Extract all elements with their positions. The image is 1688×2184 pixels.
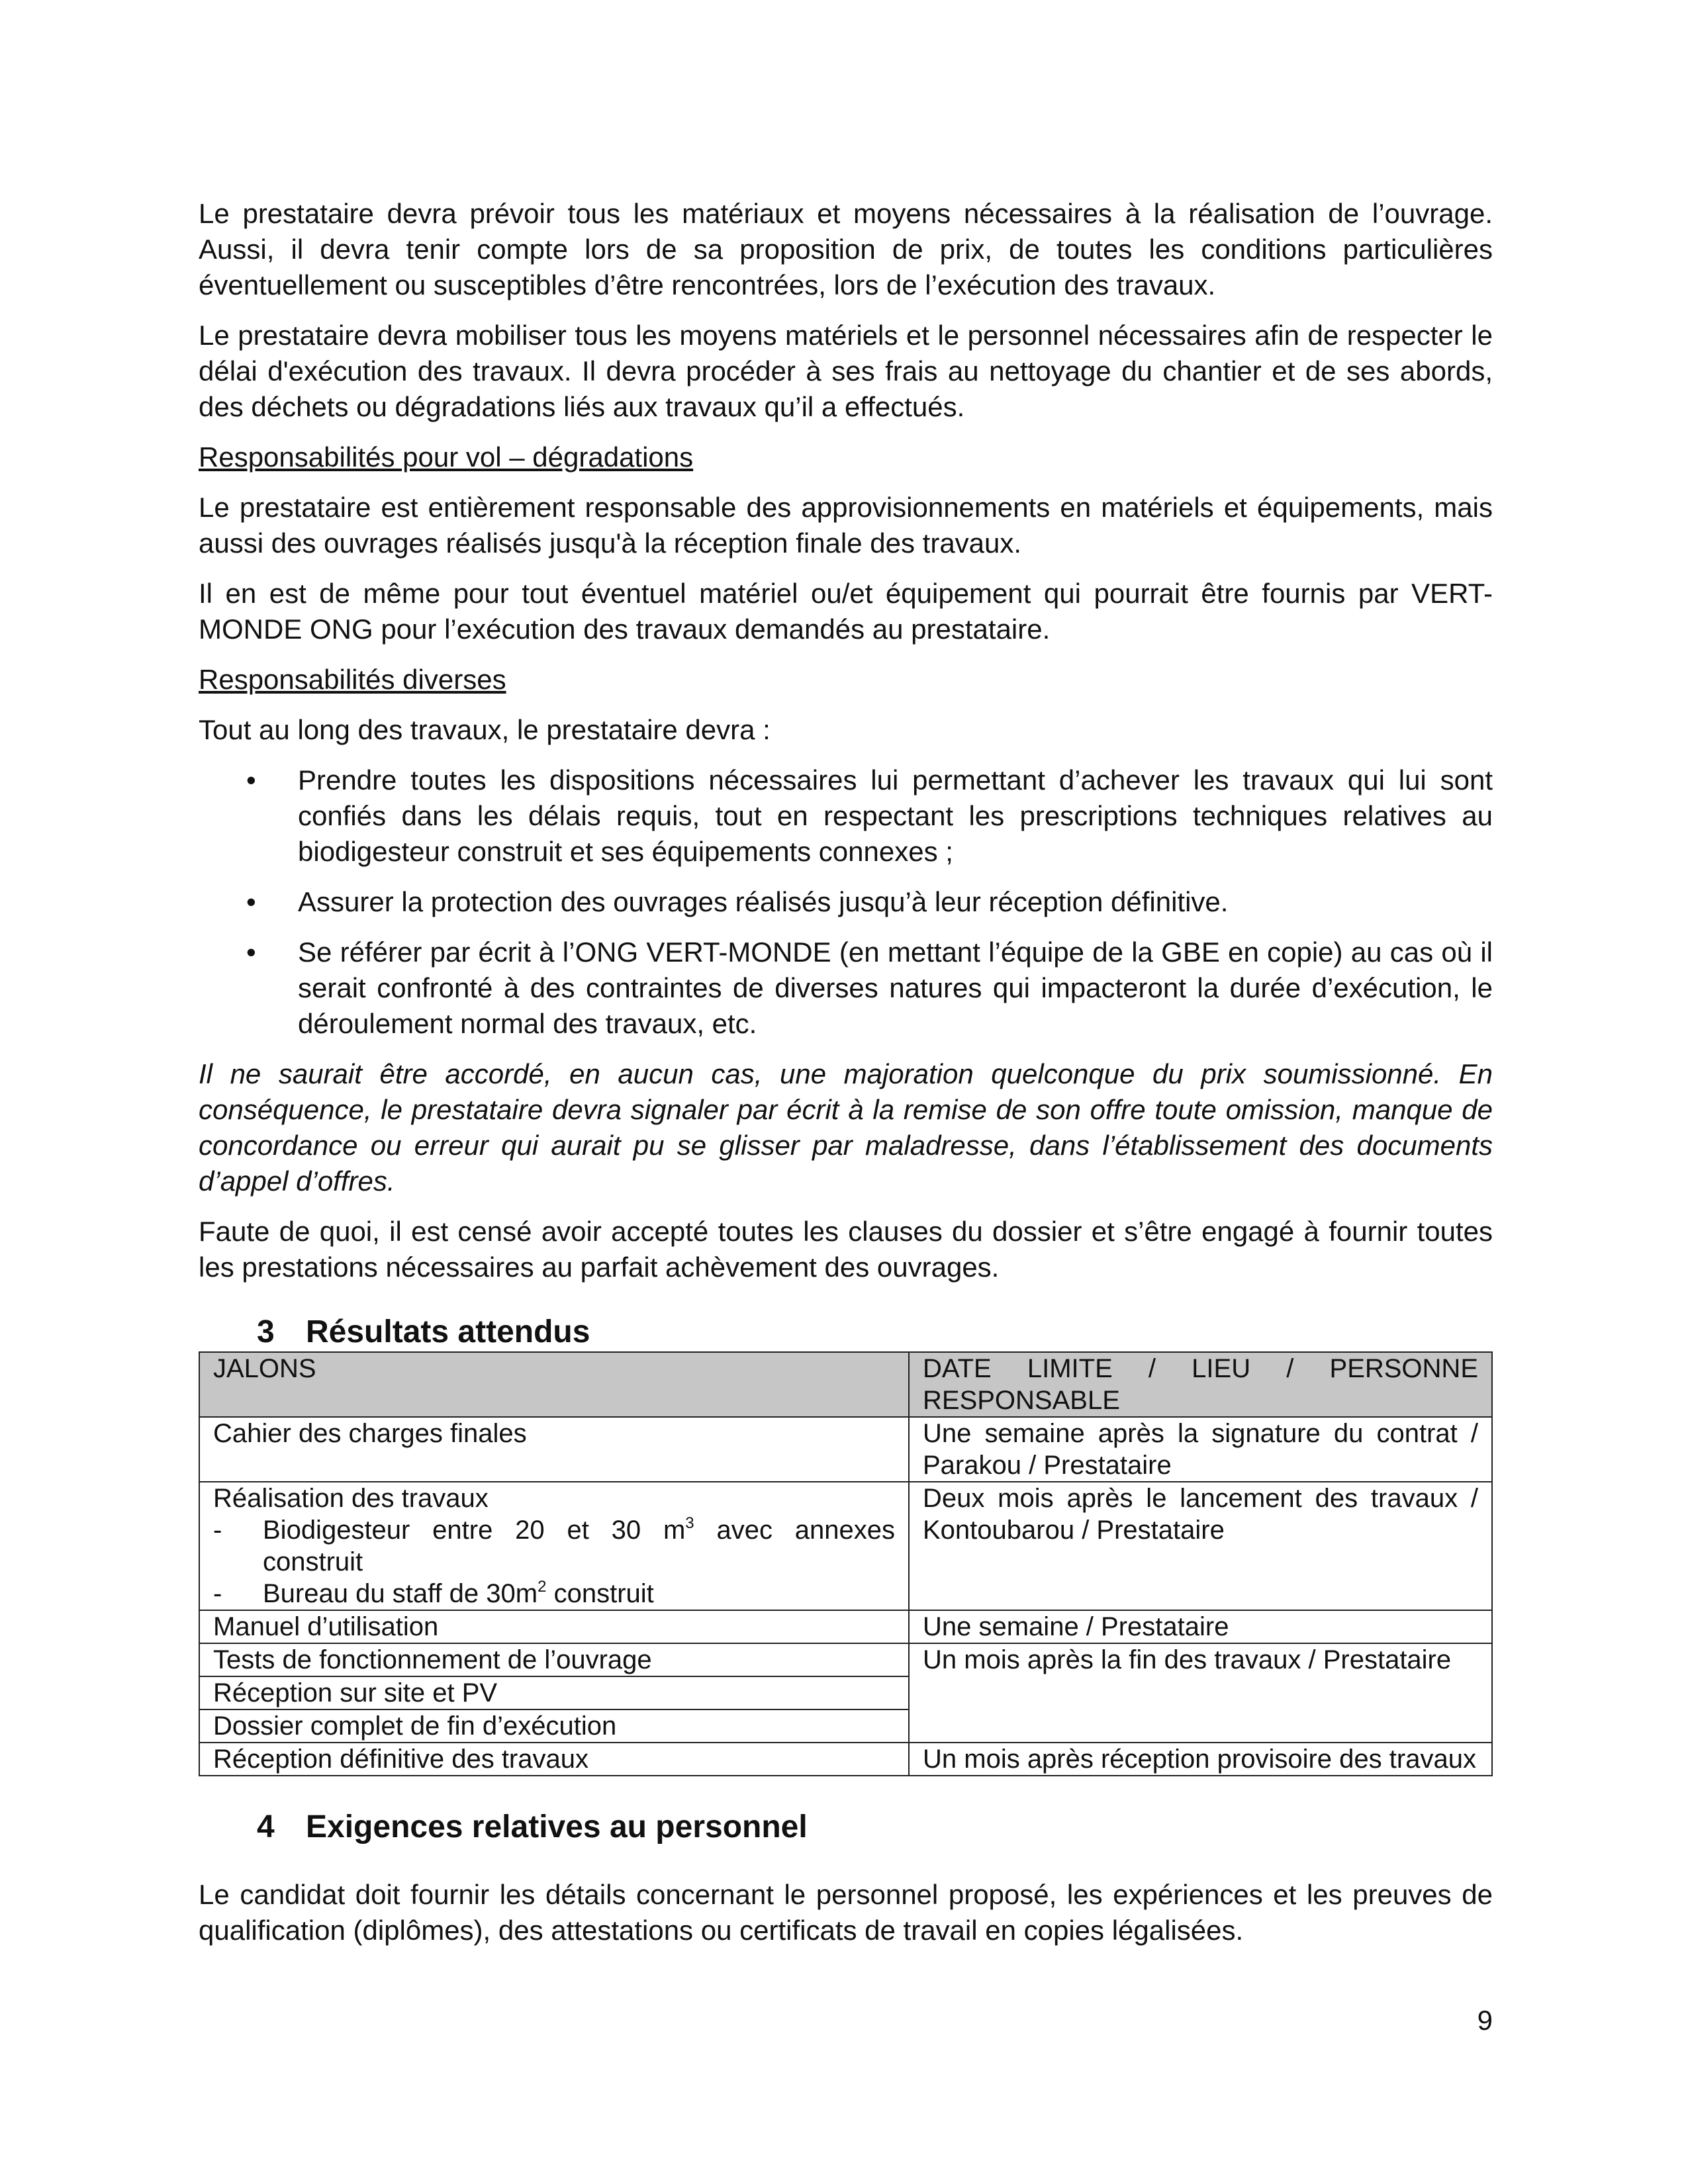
bullet-icon: • <box>246 886 256 917</box>
table-cell: Réception définitive des travaux <box>199 1743 909 1776</box>
section-number: 4 <box>257 1809 275 1844</box>
table-row <box>199 1743 1492 1776</box>
document-page <box>199 196 1493 1948</box>
table-cell: Deux mois après le lancement des travaux / Kontoubarou / Prestataire <box>909 1482 1492 1610</box>
table-row <box>199 1610 1492 1643</box>
milestones-table <box>199 1351 1493 1776</box>
section-heading-exigences <box>199 1808 1493 1846</box>
superscript: 2 <box>538 1577 547 1596</box>
paragraph-materiel-fourni: Il en est de même pour tout éventuel matériel ou/et équipement qui pourrait être fournis par VERT-MONDE ONG pour l’exécution des travaux demandés au prestataire. <box>199 578 1493 645</box>
table-header-row <box>199 1352 1492 1417</box>
section-title: Exigences relatives au personnel <box>306 1809 808 1844</box>
bullet-icon: • <box>246 764 256 796</box>
paragraph-personnel: Le candidat doit fournir les détails concernant le personnel proposé, les expériences et les preuves de qualification (diplômes), des attestations ou certificats de travail en copies légalisées. <box>199 1879 1493 1946</box>
subheading-vol-degradations: Responsabilités pour vol – dégradations <box>199 441 694 473</box>
sub-item-text: Bureau du staff de 30m <box>263 1579 538 1608</box>
list-item <box>199 884 1493 920</box>
sub-item <box>213 1514 895 1578</box>
paragraph-intro-liste: Tout au long des travaux, le prestataire devra : <box>199 714 771 745</box>
table-cell: Réception sur site et PV <box>199 1676 909 1709</box>
paragraph-majoration: Il ne saurait être accordé, en aucun cas, une majoration quelconque du prix soumissionné. En conséquence, le prestataire devra signaler par écrit à la remise de son offre toute omission, manque de concordance ou erreur qui aurait pu se glisser par maladresse, dans l’établissement des documents d’appel d’offres. <box>199 1058 1493 1197</box>
section-number: 3 <box>257 1314 275 1349</box>
sub-item <box>213 1578 895 1610</box>
paragraph-moyens: Le prestataire devra mobiliser tous les moyens matériels et le personnel nécessaires afin de respecter le délai d'exécution des travaux. Il devra procéder à ses frais au nettoyage du chantier et de ses abords, des déchets ou dégradations liés aux travaux qu’il a effectués. <box>199 320 1493 422</box>
paragraph-faute-de-quoi: Faute de quoi, il est censé avoir accepté toutes les clauses du dossier et s’être engagé à fournir toutes les prestations nécessaires au parfait achèvement des ouvrages. <box>199 1216 1493 1283</box>
table-cell <box>199 1482 909 1610</box>
page-number: 9 <box>1477 2005 1493 2036</box>
table-row <box>199 1482 1492 1610</box>
list-item-text: Prendre toutes les dispositions nécessaires lui permettant d’achever les travaux qui lui sont confiés dans les délais requis, tout en respectant les prescriptions techniques relatives au biodigesteur construit et ses équipements connexes ; <box>298 764 1493 867</box>
sub-item-text: construit <box>546 1579 654 1608</box>
subheading-responsabilites-diverses: Responsabilités diverses <box>199 664 506 695</box>
header-date-lieu-personne: DATE LIMITE / LIEU / PERSONNE RESPONSABLE <box>909 1352 1492 1417</box>
list-item-text: Assurer la protection des ouvrages réalisés jusqu’à leur réception définitive. <box>298 886 1229 917</box>
table-cell: Tests de fonctionnement de l’ouvrage <box>199 1643 909 1676</box>
table-cell-merged: Un mois après la fin des travaux / Prestataire <box>909 1643 1492 1743</box>
cell-label: Réalisation des travaux <box>213 1484 489 1513</box>
table-cell: Un mois après réception provisoire des travaux <box>909 1743 1492 1776</box>
bullet-icon: • <box>246 936 256 968</box>
paragraph-responsabilite: Le prestataire est entièrement responsable des approvisionnements en matériels et équipements, mais aussi des ouvrages réalisés jusqu'à la réception finale des travaux. <box>199 492 1493 559</box>
section-heading-resultats <box>199 1313 1493 1351</box>
table-cell: Cahier des charges finales <box>199 1417 909 1482</box>
paragraph-materiaux: Le prestataire devra prévoir tous les matériaux et moyens nécessaires à la réalisation de l’ouvrage. Aussi, il devra tenir compte lors de sa proposition de prix, de toutes les conditions particulières éventuellement ou susceptibles d’être rencontrées, lors de l’exécution des travaux. <box>199 198 1493 300</box>
sub-item-text: avec annexes construit <box>263 1516 895 1576</box>
dash-marker: - <box>213 1516 222 1545</box>
table-row <box>199 1417 1492 1482</box>
list-item-text: Se référer par écrit à l’ONG VERT-MONDE (en mettant l’équipe de la GBE en copie) au cas où il serait confronté à des contraintes de diverses natures qui impacteront la durée d’exécution, le déroulement normal des travaux, etc. <box>298 936 1493 1039</box>
obligations-list <box>199 762 1493 1042</box>
section-title: Résultats attendus <box>306 1314 590 1349</box>
table-cell: Dossier complet de fin d’exécution <box>199 1709 909 1743</box>
sub-item-text: Biodigesteur entre 20 et 30 m <box>263 1516 686 1545</box>
header-jalons: JALONS <box>199 1352 909 1417</box>
superscript: 3 <box>685 1514 694 1532</box>
table-cell: Une semaine / Prestataire <box>909 1610 1492 1643</box>
list-item <box>199 934 1493 1042</box>
table-cell: Manuel d’utilisation <box>199 1610 909 1643</box>
dash-marker: - <box>213 1579 222 1608</box>
table-row <box>199 1643 1492 1676</box>
table-cell: Une semaine après la signature du contrat / Parakou / Prestataire <box>909 1417 1492 1482</box>
list-item <box>199 762 1493 870</box>
